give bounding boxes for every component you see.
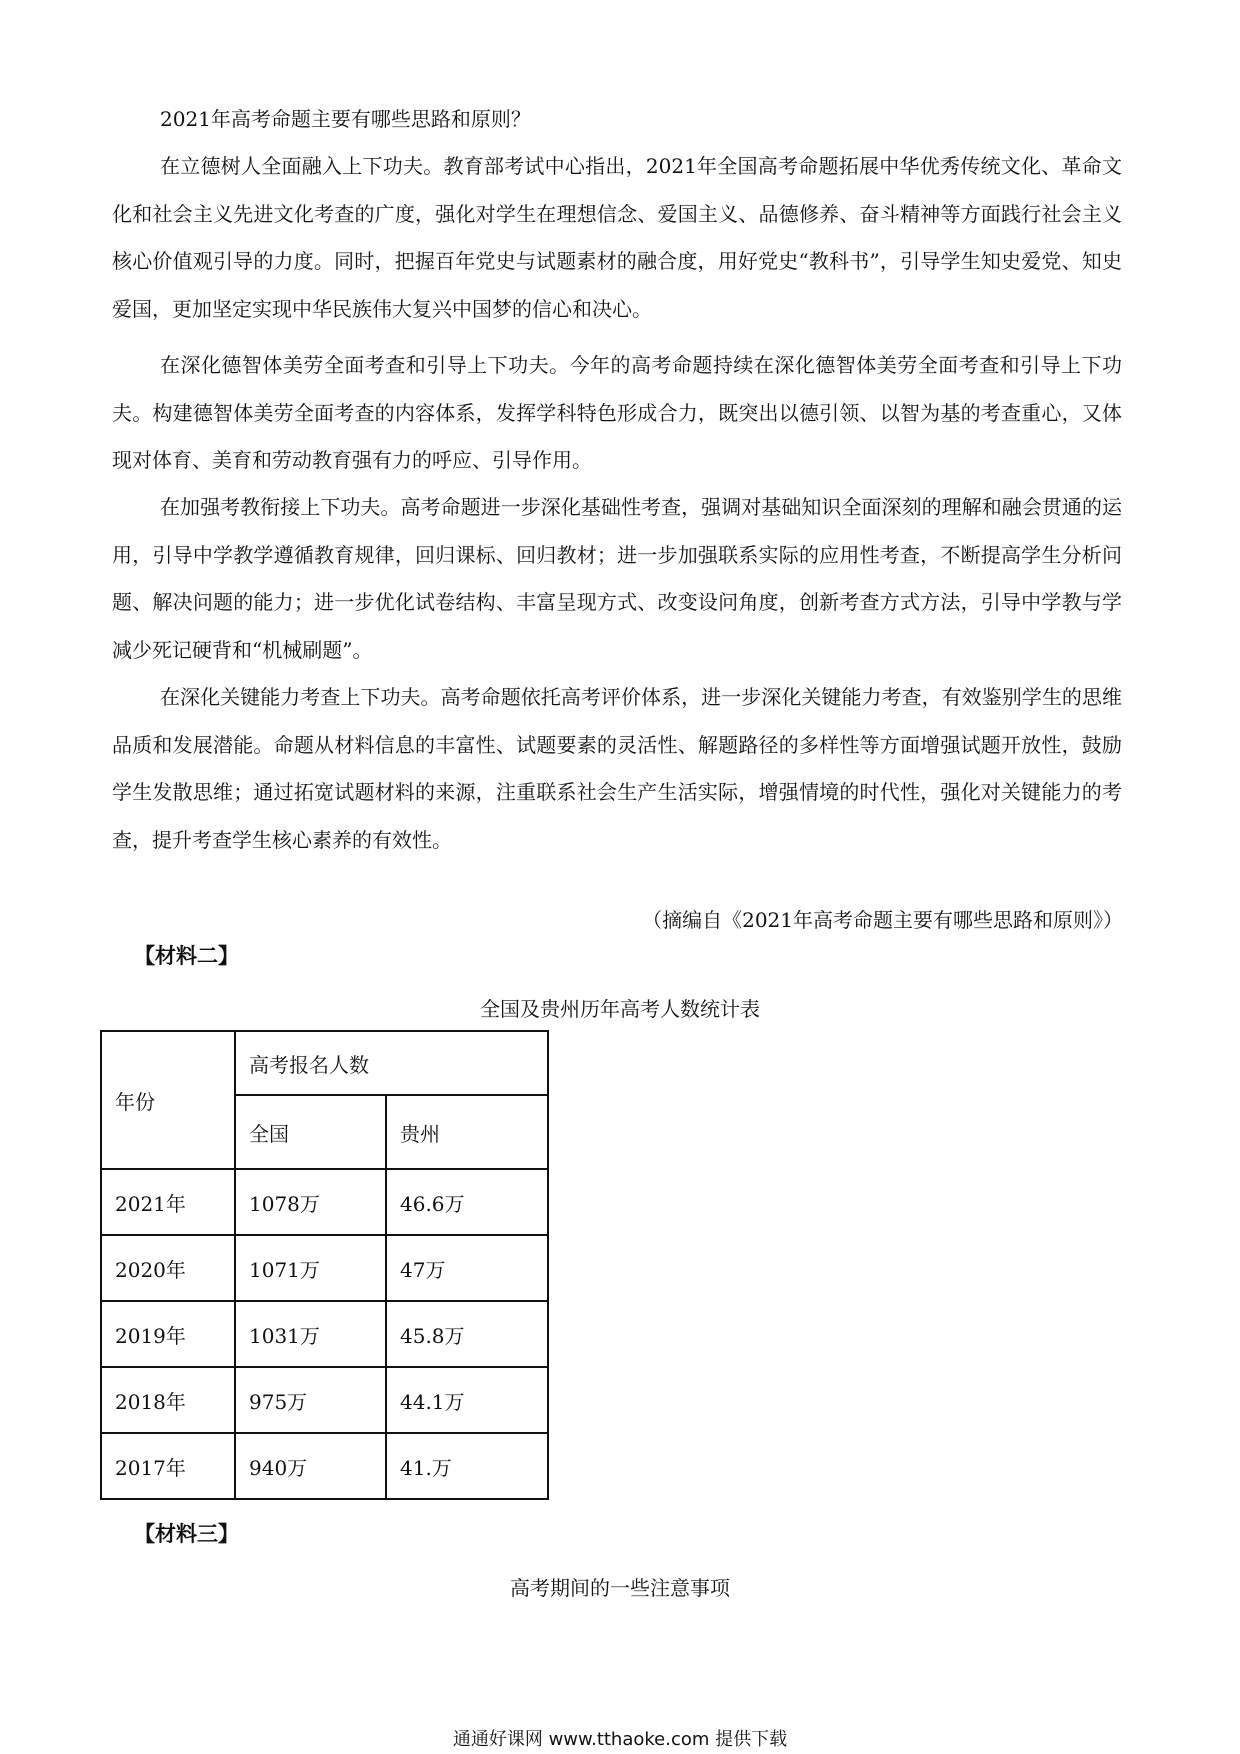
table-row bbox=[101, 1367, 548, 1433]
material-2-label: 【材料二】 bbox=[134, 944, 239, 968]
table-row bbox=[101, 1169, 548, 1235]
cell-year: 2021年 bbox=[101, 1169, 235, 1235]
header-national: 全国 bbox=[235, 1095, 386, 1169]
paragraph-3: 在加强考教衔接上下功夫。高考命题进一步深化基础性考查，强调对基础知识全面深刻的理解和融会贯通的运用，引导中学教学遵循教育规律，回归课标、回归教材；进一步加强联系实际的应用性考查，不断提高学生分析问题、解决问题的能力；进一步优化试卷结构、丰富呈现方式、改变设问角度，创新考查方式方法，引导中学教与学减少死记硬背和“机械刷题”。 bbox=[112, 495, 1122, 662]
header-year: 年份 bbox=[101, 1031, 235, 1169]
source-citation: （摘编自《2021年高考命题主要有哪些思路和原则》） bbox=[642, 908, 1123, 932]
cell-guizhou: 46.6万 bbox=[386, 1169, 548, 1235]
cell-national: 975万 bbox=[235, 1367, 386, 1433]
header-registrants: 高考报名人数 bbox=[235, 1031, 548, 1095]
exam-stats-table bbox=[100, 1030, 549, 1500]
table-row bbox=[101, 1235, 548, 1301]
cell-guizhou: 47万 bbox=[386, 1235, 548, 1301]
table-row bbox=[101, 1301, 548, 1367]
paragraph-1: 在立德树人全面融入上下功夫。教育部考试中心指出，2021年全国高考命题拓展中华优秀传统文化、革命文化和社会主义先进文化考查的广度，强化对学生在理想信念、爱国主义、品德修养、奋斗精神等方面践行社会主义核心价值观引导的力度。同时，把握百年党史与试题素材的融合度，用好党史“教科书”，引导学生知史爱党、知史爱国，更加坚定实现中华民族伟大复兴中国梦的信心和决心。 bbox=[112, 154, 1122, 321]
cell-guizhou: 44.1万 bbox=[386, 1367, 548, 1433]
table-row bbox=[101, 1433, 548, 1499]
paragraph-4: 在深化关键能力考查上下功夫。高考命题依托高考评价体系，进一步深化关键能力考查，有效鉴别学生的思维品质和发展潜能。命题从材料信息的丰富性、试题要素的灵活性、解题路径的多样性等方面增强试题开放性，鼓励学生发散思维；通过拓宽试题材料的来源，注重联系社会生产生活实际，增强情境的时代性，强化对关键能力的考查，提升考查学生核心素养的有效性。 bbox=[112, 685, 1122, 852]
cell-national: 940万 bbox=[235, 1433, 386, 1499]
table-caption: 全国及贵州历年高考人数统计表 bbox=[480, 997, 760, 1021]
cell-year: 2020年 bbox=[101, 1235, 235, 1301]
cell-guizhou: 41.万 bbox=[386, 1433, 548, 1499]
material-3-caption: 高考期间的一些注意事项 bbox=[510, 1576, 730, 1600]
cell-year: 2019年 bbox=[101, 1301, 235, 1367]
cell-national: 1031万 bbox=[235, 1301, 386, 1367]
header-guizhou: 贵州 bbox=[386, 1095, 548, 1169]
cell-national: 1078万 bbox=[235, 1169, 386, 1235]
cell-year: 2018年 bbox=[101, 1367, 235, 1433]
cell-guizhou: 45.8万 bbox=[386, 1301, 548, 1367]
cell-year: 2017年 bbox=[101, 1433, 235, 1499]
cell-national: 1071万 bbox=[235, 1235, 386, 1301]
table-header-row bbox=[101, 1031, 548, 1095]
paragraph-2: 在深化德智体美劳全面考查和引导上下功夫。今年的高考命题持续在深化德智体美劳全面考查和引导上下功夫。构建德智体美劳全面考查的内容体系，发挥学科特色形成合力，既突出以德引领、以智为基的考查重心，又体现对体育、美育和劳动教育强有力的呼应、引导作用。 bbox=[112, 353, 1122, 472]
material-3-label: 【材料三】 bbox=[134, 1522, 239, 1546]
question-heading: 2021年高考命题主要有哪些思路和原则？ bbox=[160, 107, 531, 131]
footer-watermark: 通通好课网 www.tthaoke.com 提供下载 bbox=[452, 1729, 788, 1750]
